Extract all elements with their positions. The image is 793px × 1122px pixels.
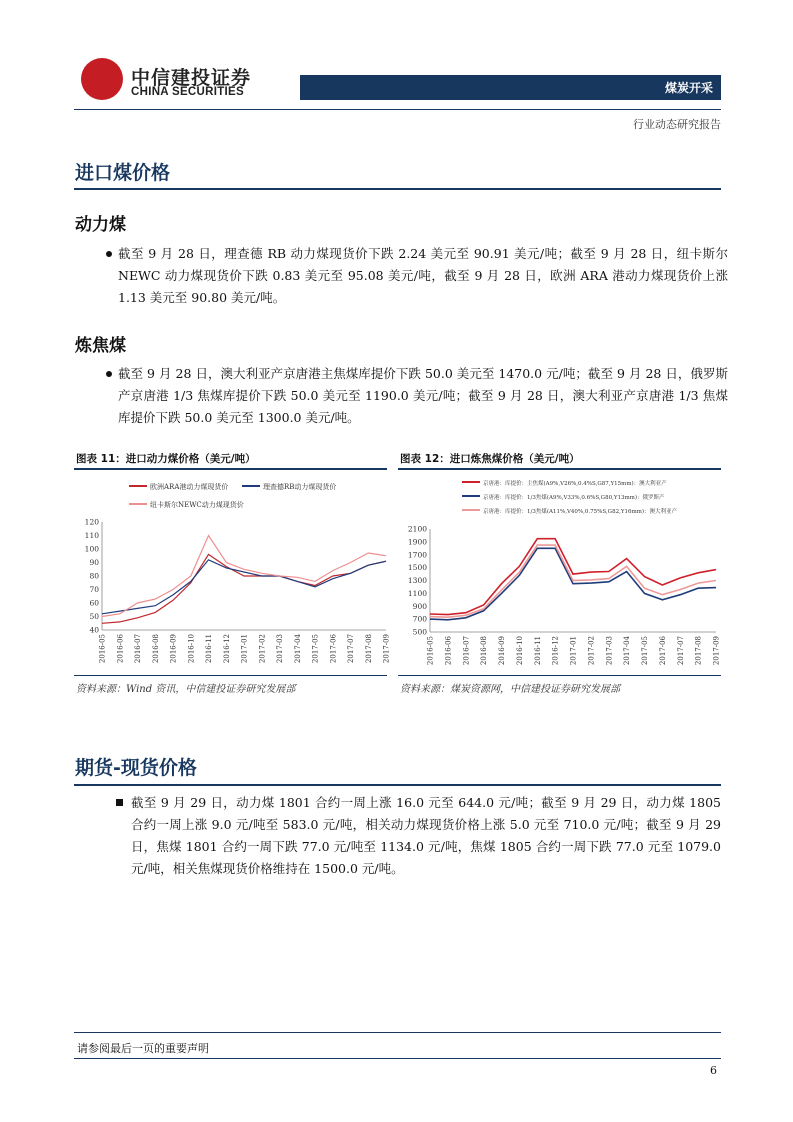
paragraph-futures: 截至 9 月 29 日，动力煤 1801 合约一周上涨 16.0 元至 644.0 元/吨；截至 9 月 29 日，动力煤 1805 合约一周上涨 9.0 元/吨至 583.0 元/吨，相关动力煤现货价格上涨 5.0 元至 710.0 元/吨；截至 9 月 29 日，焦煤 1801 合约一周下跌 77.0 元/吨至 1134.0 元/吨，焦煤 1805 合约一周下跌 77.0 元至 1079.0 元/吨，相关焦煤现货价格维持在 1500.0 元/吨。 [131,795,721,876]
figure-11-source: 资料来源：Wind 资讯，中信建投证券研究发展部 [76,684,296,695]
x-tick-label: 2017-07 [676,636,685,666]
y-tick-label: 700 [412,614,427,624]
company-name-cn: 中信建投证券 [131,67,252,89]
x-tick-label: 2017-06 [329,634,338,664]
y-tick-label: 1700 [407,550,427,560]
x-tick-label: 2017-04 [293,634,302,664]
chart2-legend [462,479,678,515]
x-tick-label: 2016-12 [551,636,560,666]
figure-11-caption: 图表 11：进口动力煤价格（美元/吨） [76,453,256,465]
company-name-en: CHINA SECURITIES [131,86,244,98]
x-tick-label: 2017-07 [347,634,355,664]
x-tick-label: 2016-07 [462,636,471,666]
y-tick-label: 100 [84,544,99,554]
y-tick-label: 1100 [407,588,427,598]
y-tick-label: 500 [412,627,427,637]
y-tick-label: 60 [89,598,99,608]
subsection-title-thermal: 动力煤 [75,215,126,235]
series-line [102,560,386,614]
y-tick-label: 110 [84,531,99,540]
x-tick-label: 2016-08 [151,634,160,664]
series-line [430,539,716,615]
legend-label: 理查德RB动力煤现货价 [263,483,337,491]
x-tick-label: 2017-02 [587,636,596,666]
figure-12-caption: 图表 12：进口炼焦煤价格（美元/吨） [400,453,580,465]
legend-label: 纽卡斯尔NEWC动力煤现货价 [150,501,244,509]
x-tick-label: 2016-10 [187,634,196,664]
report-type: 行业动态研究报告 [633,118,721,131]
bullet-icon [106,251,112,257]
footer-disclaimer: 请参阅最后一页的重要声明 [77,1042,209,1055]
company-logo-icon [81,58,123,100]
figure-12-bottom-rule [398,675,721,676]
x-tick-label: 2017-05 [311,634,320,664]
x-tick-label: 2016-12 [222,634,231,664]
figure-12-rule [398,468,721,470]
bullet-icon [106,371,112,377]
x-tick-label: 2016-08 [480,636,489,666]
footer-divider [74,1032,721,1033]
chart-coking-coal [398,472,721,672]
y-tick-label: 40 [89,625,99,635]
x-tick-label: 2016-11 [205,634,213,664]
footer-divider [74,1058,721,1059]
x-tick-label: 2016-05 [98,634,107,664]
chart-thermal-coal [74,472,389,672]
x-tick-label: 2017-08 [364,634,373,664]
section-title-futures-spot: 期货-现货价格 [75,757,197,779]
x-tick-label: 2017-09 [712,636,721,666]
x-tick-label: 2016-10 [515,636,524,666]
x-tick-label: 2017-05 [641,636,649,666]
chart1-legend [129,482,336,509]
y-tick-label: 120 [84,517,99,527]
section-rule [74,188,721,190]
y-tick-label: 1900 [407,537,427,547]
sector-label: 煤炭开采 [664,81,713,95]
x-tick-label: 2017-04 [623,636,632,666]
header-divider [74,109,721,110]
header-bar [300,75,721,100]
x-tick-label: 2017-02 [258,634,267,664]
x-tick-label: 2016-05 [426,636,435,666]
figure-11-rule [74,468,387,470]
paragraph-coking: 截至 9 月 28 日，澳大利亚产京唐港主焦煤库提价下跌 50.0 美元至 1470.0 元/吨；截至 9 月 28 日，俄罗斯产京唐港 1/3 焦煤库提价下跌 50.0 美元至 1190.0 美元/吨；截至 9 月 28 日，澳大利亚产京唐港 1/3 焦煤库提价下跌 50.0 美元至 1300.0 美元/吨。 [118,366,728,425]
x-tick-label: 2016-09 [498,636,506,666]
figure-12-source: 资料来源：煤炭资源网，中信建投证券研究发展部 [400,684,620,695]
y-tick-label: 1300 [407,576,427,585]
y-tick-label: 900 [412,601,427,611]
x-tick-label: 2016-06 [444,636,453,666]
page-number: 6 [710,1064,717,1077]
legend-label: 京唐港：库提价：主焦煤(A9%,V26%,0.4%S,G87,Y15mm)：澳大利亚产 [483,481,667,487]
x-tick-label: 2017-08 [694,636,703,666]
legend-label: 欧洲ARA港动力煤现货价 [150,483,229,491]
y-tick-label: 2100 [407,524,427,534]
x-tick-label: 2017-06 [658,636,667,666]
y-tick-label: 80 [89,571,99,581]
y-tick-label: 70 [89,585,99,594]
x-tick-label: 2016-11 [533,636,542,666]
legend-label: 京唐港：库提价：1/3焦煤(A11%,V40%,0.75%S,G82,Y16mm)：澳大利亚产 [483,509,678,515]
x-tick-label: 2017-01 [240,634,249,664]
x-tick-label: 2016-06 [116,634,125,664]
x-tick-label: 2017-01 [569,636,578,666]
y-tick-label: 1500 [407,563,427,573]
series-line [102,554,386,623]
paragraph-thermal: 截至 9 月 28 日，理查德 RB 动力煤现货价下跌 2.24 美元至 90.91 美元/吨；截至 9 月 28 日，纽卡斯尔 NEWC 动力煤现货价下跌 0.83 美元至 95.08 美元/吨，截至 9 月 28 日，欧洲 ARA 港动力煤现货价上涨 1.13 美元至 90.80 美元/吨。 [118,246,728,305]
figure-11-bottom-rule [74,675,387,676]
x-tick-label: 2017-03 [276,634,284,664]
legend-label: 京唐港：库提价：1/3焦煤(A9%,V33%,0.6%S,G80,Y13mm)：俄罗斯产 [483,495,665,501]
x-tick-label: 2017-09 [382,634,391,664]
section-title-import-coal: 进口煤价格 [75,162,171,184]
subsection-title-coking: 炼焦煤 [75,336,126,356]
y-tick-label: 90 [89,558,99,567]
bullet-icon [116,799,123,806]
x-tick-label: 2016-07 [134,634,142,664]
x-tick-label: 2016-09 [169,634,178,664]
section-rule [74,784,721,786]
x-tick-label: 2017-03 [605,636,614,666]
y-tick-label: 50 [89,612,99,621]
